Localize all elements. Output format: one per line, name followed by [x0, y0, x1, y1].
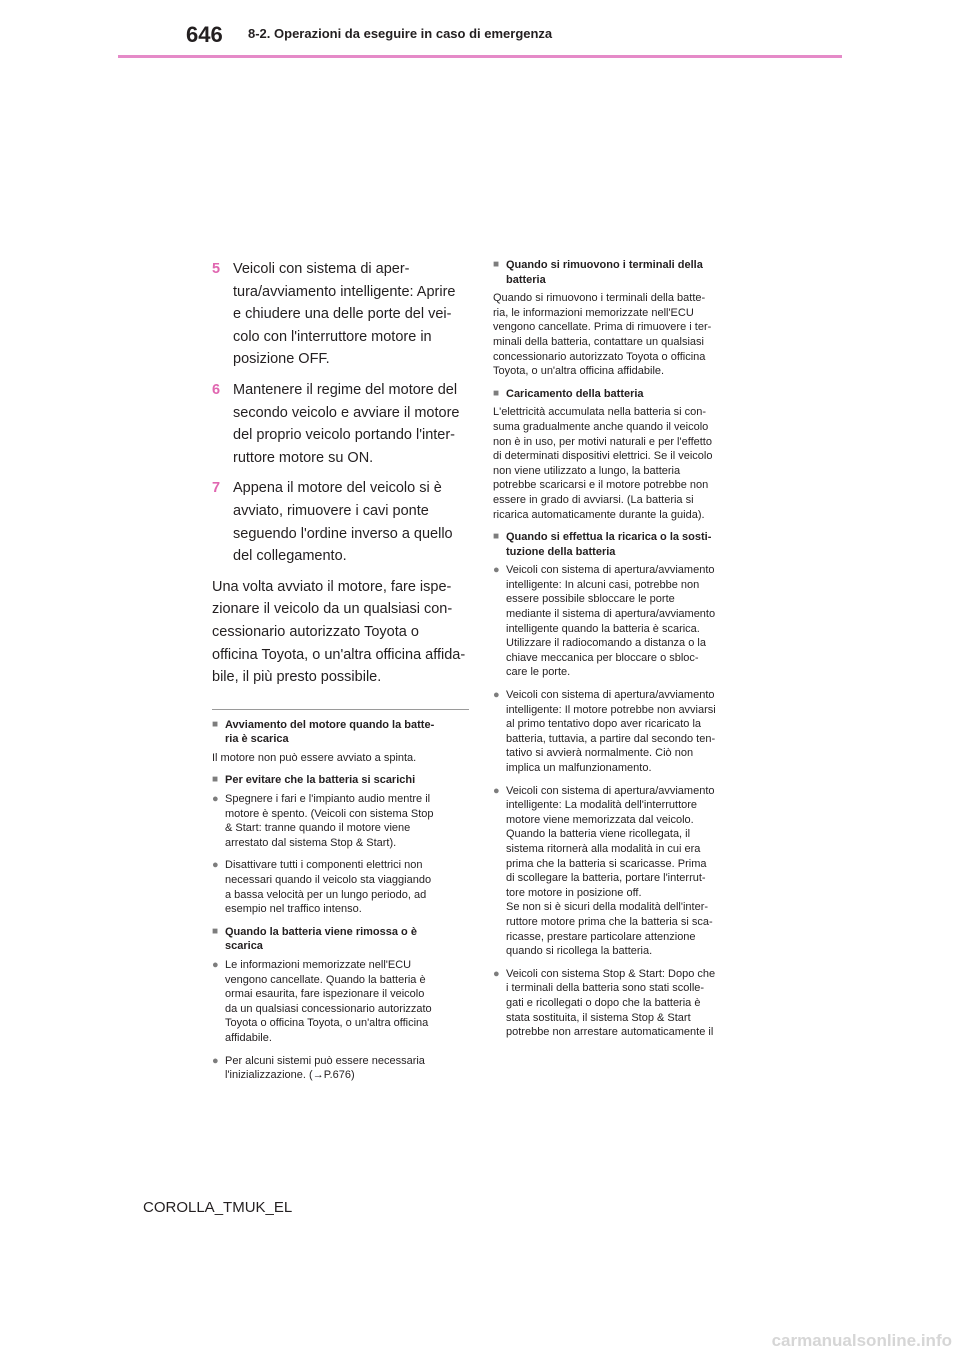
- bullet-item: [212, 858, 469, 916]
- text-line: bile, il più presto possibile.: [212, 669, 382, 686]
- text-line: colo con l'interruttore motore in: [233, 328, 432, 345]
- circle-bullet-icon: ●: [212, 959, 219, 971]
- text-line: batteria: [506, 273, 546, 286]
- text-line: chiave meccanica per bloccare o sbloc-: [506, 651, 699, 664]
- square-bullet-icon: ■: [212, 925, 219, 937]
- heading-text: [225, 773, 415, 788]
- heading-text: [225, 925, 417, 954]
- section-heading: [493, 530, 749, 559]
- text-line: Veicoli con sistema di apertura/avviamento: [506, 689, 715, 702]
- text-line: potrebbe scaricarsi e il motore potrebbe non: [493, 479, 709, 492]
- text-line: vengono cancellate. Prima di rimuovere i ter-: [493, 321, 712, 334]
- bullet-text: [506, 967, 715, 1040]
- text-line: tuzione della batteria: [506, 545, 616, 558]
- text-line: essere possibile sbloccare le porte: [506, 593, 675, 606]
- text-line: Se non si è sicuri della modalità dell'inter-: [506, 901, 709, 914]
- text-line: Appena il motore del veicolo si è: [233, 480, 442, 497]
- text-line: intelligente quando la batteria è scarica.: [506, 622, 700, 635]
- text-line: essere in grado di avviarsi. (La batteria si: [493, 493, 694, 506]
- text-line: Quando la batteria viene ricollegata, il: [506, 828, 691, 841]
- circle-bullet-icon: ●: [493, 689, 500, 702]
- text-line: ruttore motore prima che la batteria si sca-: [506, 915, 713, 928]
- text-line: vengono cancellate. Quando la batteria è: [225, 973, 426, 986]
- step-number: 5: [212, 261, 221, 277]
- text-line: motore viene memorizzata dal veicolo.: [506, 813, 694, 826]
- text-line: L'elettricità accumulata nella batteria si con-: [493, 406, 707, 419]
- square-bullet-icon: ■: [493, 531, 500, 543]
- bullet-text: [225, 958, 432, 1046]
- text-line: del proprio veicolo portando l'inter-: [233, 427, 456, 444]
- section-heading: [212, 925, 469, 954]
- left-column: [212, 258, 469, 1091]
- text-line: & Start: tranne quando il motore viene: [225, 822, 411, 835]
- text-line: tura/avviamento intelligente: Aprire: [233, 283, 456, 300]
- text-line: Toyota, o un'altra officina affidabile.: [493, 365, 665, 378]
- text-line: suma gradualmente anche quando il veicolo: [493, 420, 709, 433]
- section-text: Il motore non può essere avviato a spinta.: [212, 751, 417, 764]
- heading-text: [506, 258, 703, 287]
- text-line: quando si ricollega la batteria.: [506, 945, 653, 958]
- text-line: Disattivare tutti i componenti elettrici non: [225, 859, 423, 872]
- text-line: posizione OFF.: [233, 351, 330, 368]
- text-line: potrebbe non arrestare automaticamente il: [506, 1026, 714, 1039]
- text-line: officina Toyota, o un'altra officina affida-: [212, 646, 466, 663]
- text-line: del collegamento.: [233, 548, 347, 565]
- text-line: intelligente: In alcuni casi, potrebbe non: [506, 578, 700, 591]
- text-line: mediante il sistema di apertura/avviamento: [506, 608, 716, 621]
- bullet-item: [493, 967, 749, 1040]
- text-line: Spegnere i fari e l'impianto audio mentre il: [225, 793, 431, 806]
- text-line: ricasse, prestare particolare attenzione: [506, 930, 696, 943]
- text-line: secondo veicolo e avviare il motore: [233, 404, 460, 421]
- text-line: implica un malfunzionamento.: [506, 762, 652, 774]
- text-line: necessari quando il veicolo sta viaggiando: [225, 874, 432, 887]
- text-line: cessionario autorizzato Toyota o: [212, 623, 419, 640]
- circle-bullet-icon: ●: [212, 859, 219, 872]
- text-line: sistema ritornerà alla modalità in cui era: [506, 842, 701, 855]
- text-line: ruttore motore su ON.: [233, 449, 374, 466]
- header-rule: [118, 55, 842, 58]
- square-bullet-icon: ■: [212, 718, 219, 730]
- page-reference-link[interactable]: l'inizializzazione. (→P.676): [225, 1069, 355, 1082]
- section-text: [493, 291, 749, 379]
- bullet-item: [493, 784, 749, 959]
- text-line: tore motore in posizione off.: [506, 886, 642, 899]
- section-heading: [493, 387, 749, 402]
- text-line: ria è scarica: [225, 733, 289, 746]
- bullet-item: [212, 1054, 469, 1083]
- text-line: di determinati dispositivi elettrici. Se il veicolo: [493, 450, 713, 463]
- text-line: Avviamento del motore quando la batte-: [225, 718, 435, 731]
- step-text: [233, 379, 459, 469]
- text-line: Per evitare che la batteria si scarichi: [225, 774, 416, 787]
- text-line: prima che la batteria si scaricasse. Prima: [506, 857, 707, 870]
- text-line: ormai esaurita, fare ispezionare il veicolo: [225, 988, 425, 1001]
- text-line: di scollegare la batteria, portare l'interrut-: [506, 872, 706, 885]
- text-line: esempio nel traffico intenso.: [225, 903, 362, 916]
- text-line: concessionario autorizzato Toyota o officina: [493, 350, 706, 363]
- circle-bullet-icon: ●: [493, 967, 500, 980]
- text-line: Veicoli con sistema Stop & Start: Dopo che: [506, 967, 716, 980]
- text-line: Quando si effettua la ricarica o la sosti-: [506, 531, 712, 544]
- step-text: [233, 477, 453, 567]
- step-item: [212, 477, 469, 567]
- text-line: Quando si rimuovono i terminali della: [506, 259, 703, 271]
- text-line: Veicoli con sistema di apertura/avviamento: [506, 784, 715, 797]
- text-line: seguendo l'ordine inverso a quello: [233, 525, 453, 542]
- section-heading: [212, 718, 469, 747]
- text-line: tativo si avvierà normalmente. Ciò non: [506, 747, 694, 760]
- text-line: Quando si rimuovono i terminali della batte-: [493, 292, 706, 305]
- text-line: batteria, tuttavia, a partire dal secondo ten-: [506, 732, 716, 745]
- watermark: carmanualsonline.info: [771, 1331, 952, 1350]
- step-item: [212, 379, 469, 469]
- text-line: non è in uso, per motivi naturali e per l'effetto: [493, 435, 712, 448]
- square-bullet-icon: ■: [212, 774, 219, 786]
- text-line: da un qualsiasi concessionario autorizzato: [225, 1002, 432, 1015]
- text-line: ricarica automaticamente durante la guida).: [493, 508, 705, 521]
- bullet-text: [506, 784, 715, 959]
- text-line: Per alcuni sistemi può essere necessaria: [225, 1054, 425, 1067]
- right-column: [493, 258, 749, 1048]
- heading-text: [506, 387, 644, 402]
- circle-bullet-icon: ●: [493, 784, 500, 797]
- text-line: a bassa velocità per un lungo periodo, ad: [225, 888, 427, 901]
- bullet-text: [506, 563, 715, 680]
- text-line: Veicoli con sistema di aper-: [233, 261, 410, 277]
- circle-bullet-icon: ●: [212, 1054, 219, 1067]
- text-line: minali della batteria, contattare un qualsiasi: [493, 335, 704, 348]
- bullet-item: [212, 958, 469, 1046]
- section-text: [493, 405, 749, 522]
- square-bullet-icon: ■: [493, 387, 500, 399]
- text-line: zionare il veicolo da un qualsiasi con-: [212, 601, 453, 618]
- bullet-item: [493, 688, 749, 776]
- text-line: motore è spento. (Veicoli con sistema Stop: [225, 807, 434, 820]
- text-line: scarica: [225, 940, 263, 953]
- section-heading: [212, 773, 469, 788]
- step-number: 6: [212, 381, 221, 398]
- chapter-title: 8-2. Operazioni da eseguire in caso di emergenza: [248, 26, 553, 41]
- bullet-text: [225, 858, 431, 916]
- text-line: i terminali della batteria sono stati scolle-: [506, 982, 705, 995]
- bullet-text: [225, 792, 434, 850]
- text-line: Quando la batteria viene rimossa o è: [225, 925, 417, 938]
- step-text: [233, 258, 455, 371]
- section-heading: [493, 258, 749, 287]
- text-line: care le porte.: [506, 666, 571, 679]
- text-line: Veicoli con sistema di apertura/avviamento: [506, 564, 715, 577]
- text-line: Una volta avviato il motore, fare ispe-: [212, 578, 452, 595]
- text-line: gati e ricollegati o dopo che la batteria è: [506, 996, 701, 1009]
- text-line: ria, le informazioni memorizzate nell'ECU: [493, 306, 694, 319]
- bullet-item: [212, 792, 469, 850]
- text-line: e chiudere una delle porte del vei-: [233, 306, 452, 323]
- text-line: Toyota o officina Toyota, o un'altra officina: [225, 1017, 429, 1030]
- square-bullet-icon: ■: [493, 259, 500, 270]
- circle-bullet-icon: ●: [212, 793, 219, 806]
- text-line: intelligente: La modalità dell'interruttore: [506, 799, 698, 812]
- heading-text: [225, 718, 434, 747]
- step-number: 7: [212, 480, 221, 497]
- bullet-text: [225, 1054, 425, 1083]
- text-line: affidabile.: [225, 1031, 272, 1044]
- bullet-text: [506, 688, 716, 776]
- text-line: intelligente: Il motore potrebbe non avviarsi: [506, 703, 716, 716]
- text-line: avviato, rimuovere i cavi ponte: [233, 502, 429, 519]
- bullet-item: [493, 563, 749, 680]
- summary-paragraph: [212, 576, 469, 689]
- circle-bullet-icon: ●: [493, 564, 500, 577]
- section-divider: [212, 709, 469, 710]
- text-line: Caricamento della batteria: [506, 387, 644, 400]
- text-line: Le informazioni memorizzate nell'ECU: [225, 959, 412, 971]
- text-line: non viene utilizzato a lungo, la batteria: [493, 464, 681, 477]
- text-line: Mantenere il regime del motore del: [233, 381, 458, 398]
- text-line: stata sostituita, il sistema Stop & Start: [506, 1011, 691, 1024]
- step-item: [212, 258, 469, 371]
- text-line: arrestato dal sistema Stop & Start).: [225, 836, 397, 849]
- footer-document-code: COROLLA_TMUK_EL: [143, 1199, 293, 1216]
- text-line: Utilizzare il radiocomando a distanza o la: [506, 637, 706, 650]
- heading-text: [506, 530, 711, 559]
- text-line: al primo tentativo dopo aver ricaricato la: [506, 718, 702, 731]
- page-number: 646: [186, 22, 223, 47]
